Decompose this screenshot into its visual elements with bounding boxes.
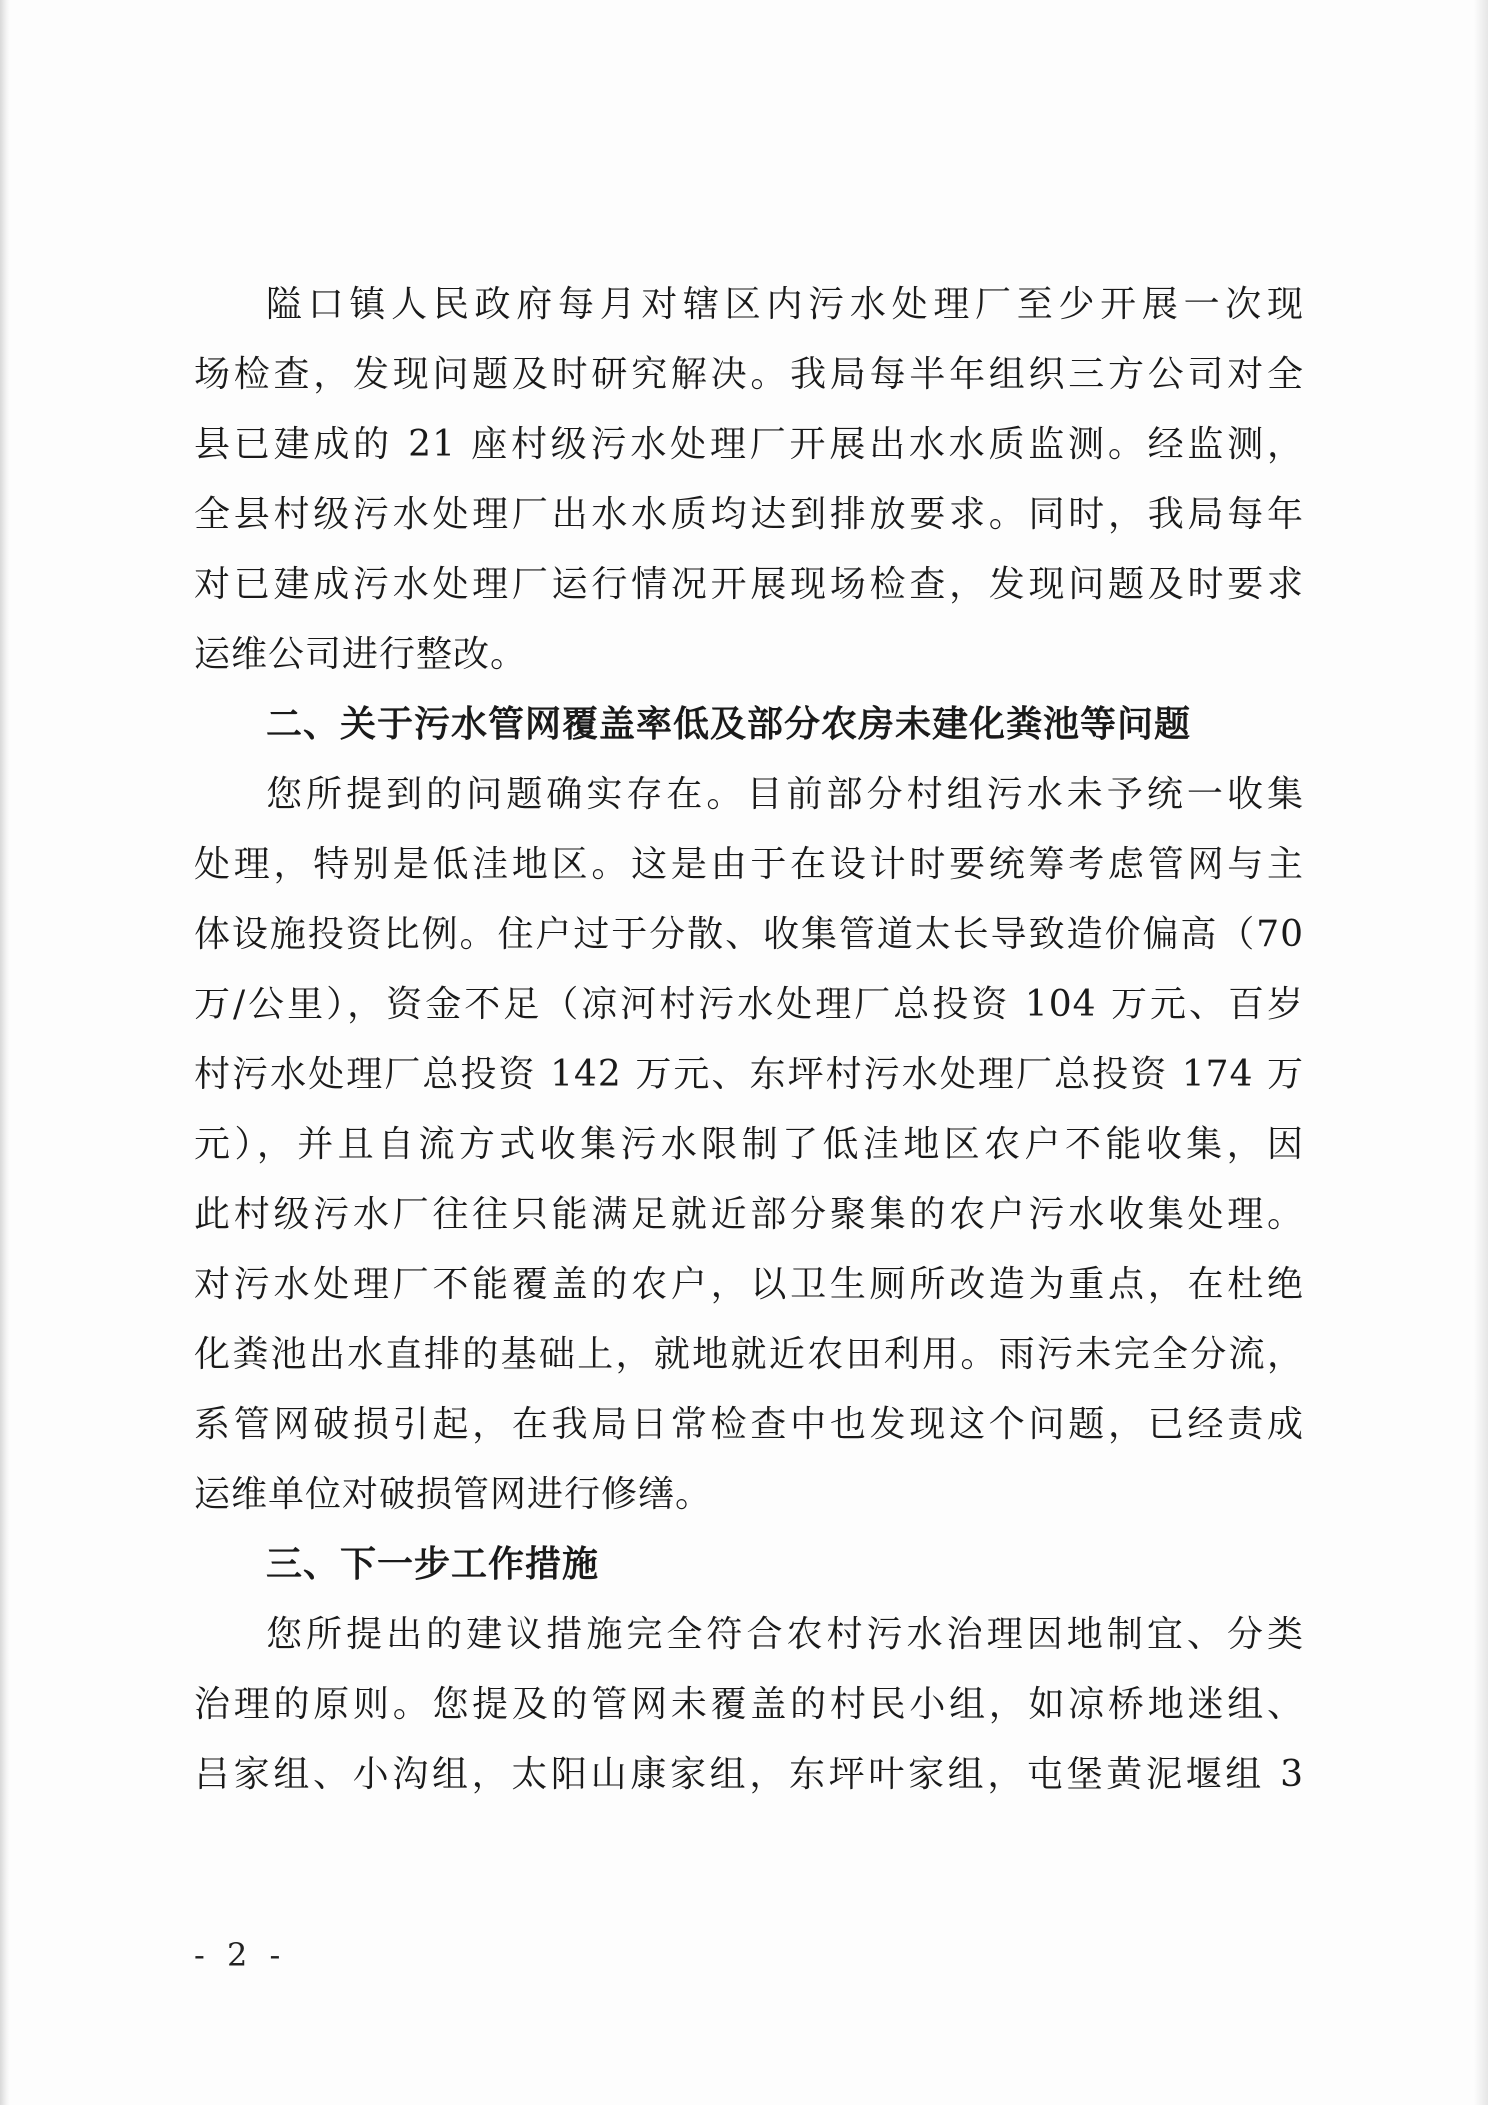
text-line: 体设施投资比例。住户过于分散、收集管道太长导致造价偏高（70	[194, 914, 1304, 955]
paragraph-2	[194, 760, 1304, 1530]
scan-edge-left	[0, 0, 10, 2105]
paragraph-3	[194, 1600, 1304, 1810]
text-line: 万/公里），资金不足（凉河村污水处理厂总投资 104 万元、百岁	[194, 984, 1304, 1025]
text-line: 您所提出的建议措施完全符合农村污水治理因地制宜、分类	[266, 1614, 1304, 1655]
text-line: 全县村级污水处理厂出水水质均达到排放要求。同时，我局每年	[194, 494, 1304, 535]
text-line: 场检查，发现问题及时研究解决。我局每半年组织三方公司对全	[194, 354, 1304, 395]
text-line: 化粪池出水直排的基础上，就地就近农田利用。雨污未完全分流，	[194, 1334, 1304, 1375]
text-line: 村污水处理厂总投资 142 万元、东坪村污水处理厂总投资 174 万	[194, 1054, 1304, 1095]
text-line: 对污水处理厂不能覆盖的农户，以卫生厕所改造为重点，在杜绝	[194, 1264, 1304, 1305]
text-line: 治理的原则。您提及的管网未覆盖的村民小组，如凉桥地迷组、	[194, 1684, 1304, 1725]
text-line: 对已建成污水处理厂运行情况开展现场检查，发现问题及时要求	[194, 564, 1304, 605]
text-line: 运维单位对破损管网进行修缮。	[194, 1474, 713, 1515]
section-heading-2: 二、关于污水管网覆盖率低及部分农房未建化粪池等问题	[266, 704, 1192, 745]
text-line: 此村级污水厂往往只能满足就近部分聚集的农户污水收集处理。	[194, 1194, 1304, 1235]
text-line: 县已建成的 21 座村级污水处理厂开展出水水质监测。经监测，	[194, 424, 1304, 465]
section-heading-3: 三、下一步工作措施	[266, 1544, 600, 1585]
page-number: - 2 -	[194, 1936, 287, 1974]
text-line: 运维公司进行整改。	[194, 634, 528, 675]
text-line: 处理，特别是低洼地区。这是由于在设计时要统筹考虑管网与主	[194, 844, 1304, 885]
text-line: 隘口镇人民政府每月对辖区内污水处理厂至少开展一次现	[266, 284, 1304, 325]
document-body	[194, 270, 1304, 1810]
text-line: 元），并且自流方式收集污水限制了低洼地区农户不能收集，因	[194, 1124, 1304, 1165]
paragraph-1	[194, 270, 1304, 690]
text-line: 您所提到的问题确实存在。目前部分村组污水未予统一收集	[266, 774, 1304, 815]
text-line: 系管网破损引起，在我局日常检查中也发现这个问题，已经责成	[194, 1404, 1304, 1445]
text-line: 吕家组、小沟组，太阳山康家组，东坪叶家组，屯堡黄泥堰组 3	[194, 1754, 1304, 1795]
scan-edge-right	[1474, 0, 1488, 2105]
